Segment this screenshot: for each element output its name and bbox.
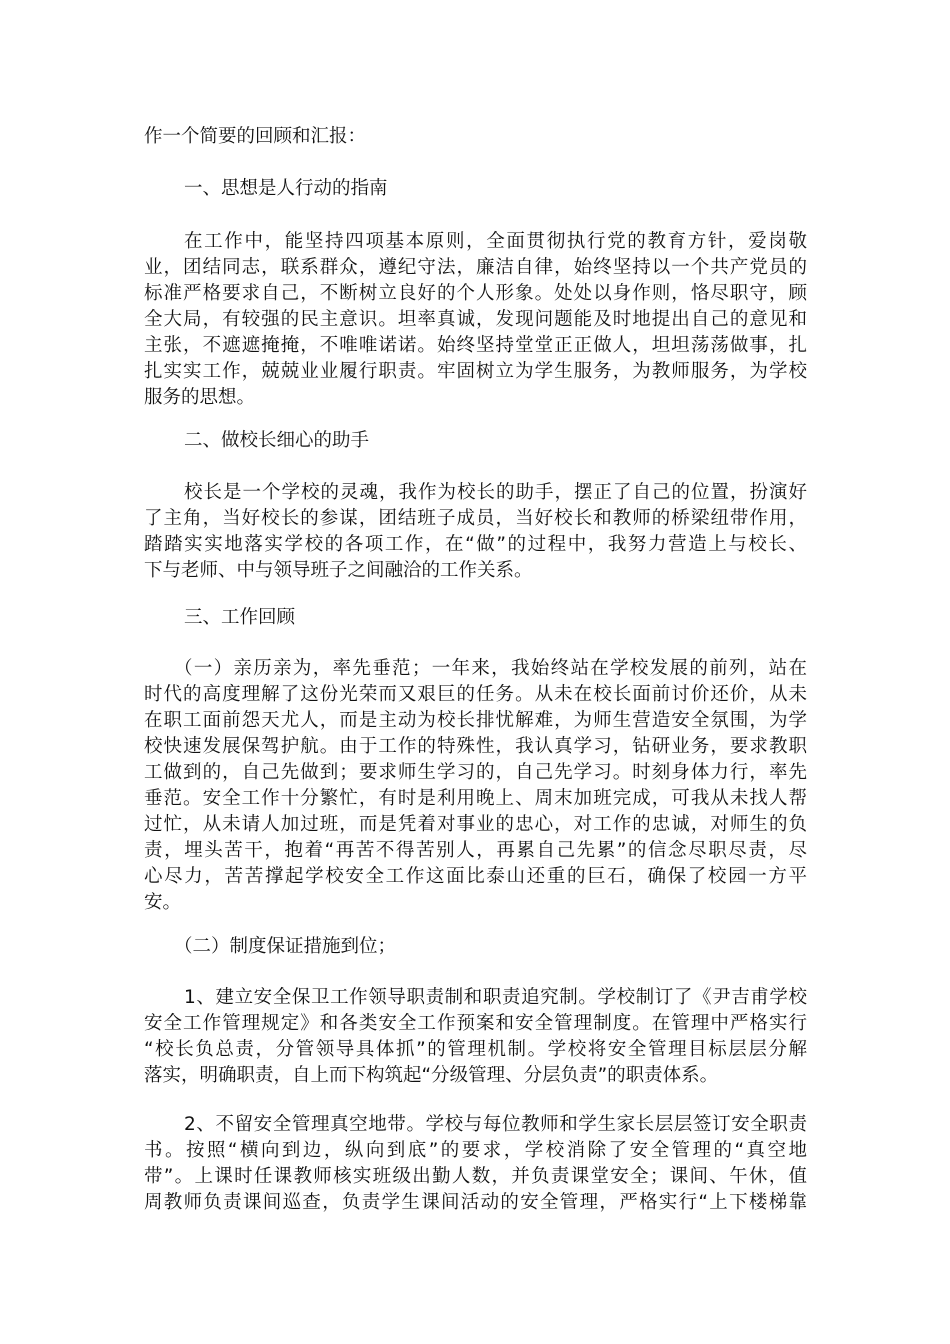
section-heading-3: 三、工作回顾 [184,607,296,628]
paragraph-line: 带”。上课时任课教师核实班级出勤人数，并负责课堂安全；课间、午休，值 [144,1166,807,1187]
paragraph-line: 时代的高度理解了这份光荣而又艰巨的任务。从未在校长面前讨价还价，从未 [144,684,807,705]
paragraph-line: “校长负总责，分管领导具体抓”的管理机制。学校将安全管理目标层层分解 [144,1039,807,1060]
paragraph-line: 责，埋头苦干，抱着“再苦不得苦别人，再累自己先累”的信念尽职尽责，尽 [144,840,807,861]
paragraph-line: 在职工面前怨天尤人，而是主动为校长排忧解难，为师生营造安全氛围，为学 [144,710,807,731]
paragraph-line: 工做到的，自己先做到；要求师生学习的，自己先学习。时刻身体力行，率先 [144,762,807,783]
paragraph-line: 标准严格要求自己，不断树立良好的个人形象。处处以身作则，恪尽职守，顾 [144,283,807,304]
paragraph-2 [144,480,807,584]
paragraph-line: 校长是一个学校的灵魂，我作为校长的助手，摆正了自己的位置，扮演好 [184,482,807,503]
paragraph-line: 主张，不遮遮掩掩，不唯唯诺诺。始终坚持堂堂正正做人，坦坦荡荡做事，扎 [144,335,807,356]
paragraph-line: 下与老师、中与领导班子之间融洽的工作关系。 [144,560,533,581]
intro-line: 作一个简要的回顾和汇报： [144,126,367,147]
paragraph-line: 心尽力，苦苦撑起学校安全工作这面比泰山还重的巨石，确保了校园一方平 [144,866,807,887]
paragraph-4 [144,985,807,1089]
paragraph-line: 了主角，当好校长的参谋，团结班子成员，当好校长和教师的桥梁纽带作用， [144,508,807,529]
paragraph-line: 校快速发展保驾护航。由于工作的特殊性，我认真学习，钻研业务，要求教职 [144,736,807,757]
paragraph-line: 2、不留安全管理真空地带。学校与每位教师和学生家长层层签订安全职责 [184,1114,807,1135]
paragraph-line: 服务的思想。 [144,387,256,408]
paragraph-line: 在工作中，能坚持四项基本原则，全面贯彻执行党的教育方针，爱岗敬 [184,231,807,252]
paragraph-line: 业，团结同志，联系群众，遵纪守法，廉洁自律，始终坚持以一个共产党员的 [144,257,807,278]
section-heading-1: 一、思想是人行动的指南 [184,178,388,199]
paragraph-line: 书。按照“横向到边，纵向到底”的要求，学校消除了安全管理的“真空地 [144,1140,807,1161]
paragraph-line: 扎实实工作，兢兢业业履行职责。牢固树立为学生服务，为教师服务，为学校 [144,361,807,382]
paragraph-line: 安全工作管理规定》和各类安全工作预案和安全管理制度。在管理中严格实行 [144,1013,807,1034]
paragraph-line: 垂范。安全工作十分繁忙，有时是利用晚上、周末加班完成，可我从未找人帮 [144,788,807,809]
paragraph-3 [144,656,807,916]
paragraph-5 [144,1112,807,1216]
section-heading-2: 二、做校长细心的助手 [184,430,370,451]
paragraph-line: 1、建立安全保卫工作领导职责制和职责追究制。学校制订了《尹吉甫学校 [184,987,807,1008]
paragraph-1 [144,229,807,411]
paragraph-line: 周教师负责课间巡查，负责学生课间活动的安全管理，严格实行“上下楼梯靠 [144,1192,807,1213]
paragraph-line: 全大局，有较强的民主意识。坦率真诚，发现问题能及时地提出自己的意见和 [144,309,807,330]
paragraph-line: 落实，明确职责，自上而下构筑起“分级管理、分层负责”的职责体系。 [144,1065,719,1086]
section-heading-4: （二）制度保证措施到位； [174,936,397,957]
paragraph-line: 过忙，从未请人加过班，而是凭着对事业的忠心，对工作的忠诚，对师生的负 [144,814,807,835]
paragraph-line: （一）亲历亲为，率先垂范；一年来，我始终站在学校发展的前列，站在 [174,658,807,679]
paragraph-line: 踏踏实实地落实学校的各项工作，在“做”的过程中，我努力营造上与校长、 [144,534,807,555]
paragraph-line: 安。 [144,892,182,913]
